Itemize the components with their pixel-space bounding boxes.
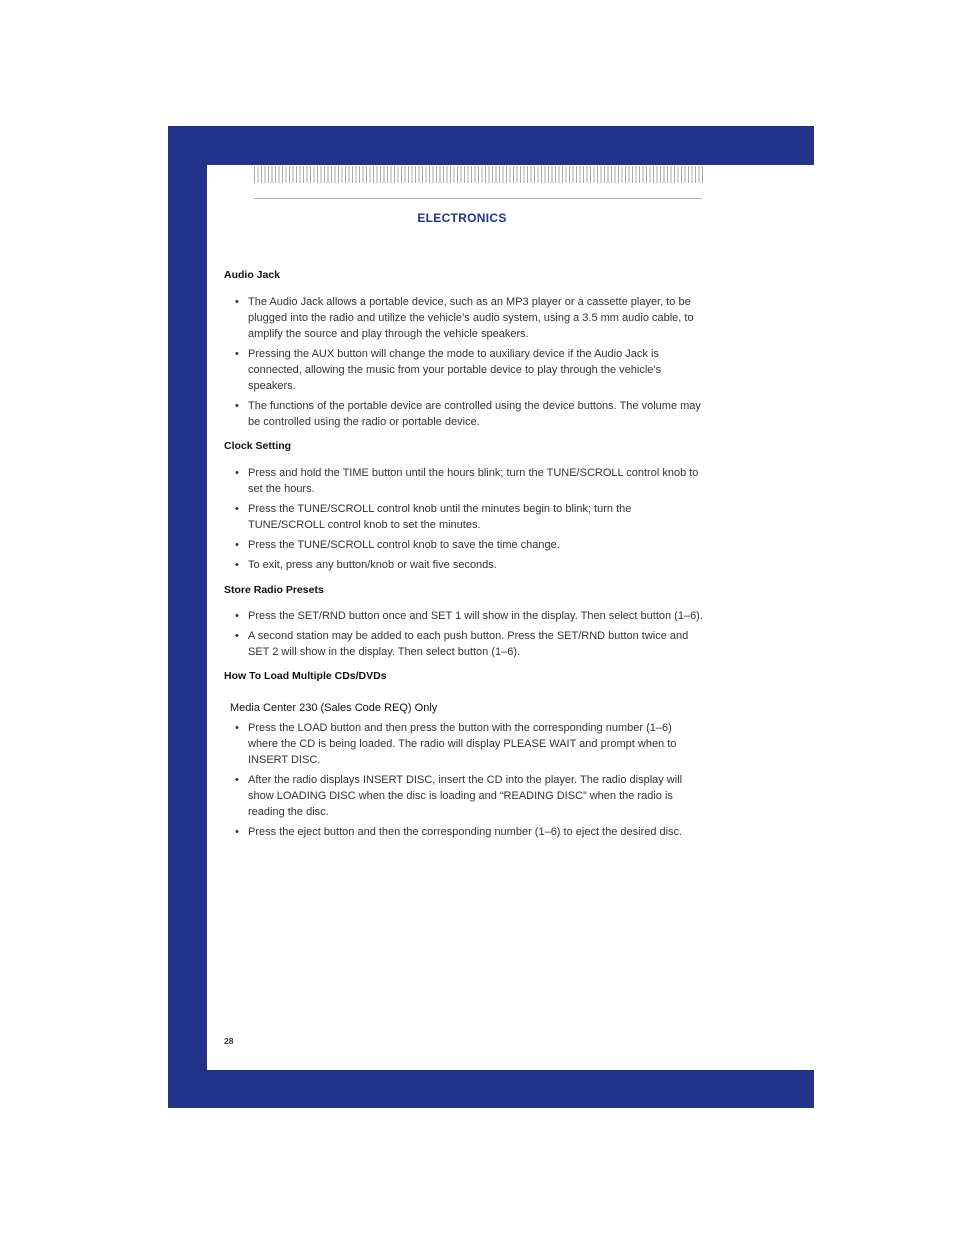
list-item: • The functions of the portable device are controlled using the device buttons. The volume may be controlled using the radio or portable device. (224, 398, 704, 430)
list-item: • The Audio Jack allows a portable device, such as an MP3 player or a cassette player, to be plugged into the radio and utilize the vehicle’s audio system, using a 3.5 mm audio cable, to amplify the source and play through the vehicle speakers. (224, 294, 704, 342)
list-item: • Press the eject button and then the corresponding number (1–6) to eject the desired disc. (224, 824, 704, 840)
load-cds-list (224, 720, 704, 840)
header-divider (254, 198, 702, 199)
list-item: • Press the LOAD button and then press the button with the corresponding number (1–6) where the CD is being loaded. The radio will display PLEASE WAIT and prompt when to INSERT DISC. (224, 720, 704, 768)
heading-load-multiple-cds: How To Load Multiple CDs/DVDs (224, 670, 387, 682)
list-item: • Pressing the AUX button will change the mode to auxiliary device if the Audio Jack is connected, allowing the music from your portable device to play through the vehicle’s speakers. (224, 346, 704, 394)
radio-presets-list (224, 608, 704, 660)
heading-clock-setting: Clock Setting (224, 440, 292, 452)
heading-store-radio-presets: Store Radio Presets (224, 584, 324, 596)
list-item: • To exit, press any button/knob or wait five seconds. (224, 557, 704, 573)
list-item: • A second station may be added to each push button. Press the SET/RND button twice and SET 2 will show in the display. Then select button (1–6). (224, 628, 704, 660)
clock-setting-list (224, 465, 704, 573)
page-number: 28 (224, 1036, 234, 1046)
list-item: • Press and hold the TIME button until the hours blink; turn the TUNE/SCROLL control knob to set the hours. (224, 465, 704, 497)
decorative-tick-bar (254, 166, 703, 183)
page-content (224, 267, 704, 840)
list-item: • Press the TUNE/SCROLL control knob to save the time change. (224, 537, 704, 553)
list-item: • Press the TUNE/SCROLL control knob until the minutes begin to blink; turn the TUNE/SCROLL control knob to set the minutes. (224, 501, 704, 533)
list-item: • After the radio displays INSERT DISC, insert the CD into the player. The radio display will show LOADING DISC when the disc is loading and “READING DISC” when the radio is reading the disc. (224, 772, 704, 820)
heading-audio-jack: Audio Jack (224, 269, 281, 281)
audio-jack-list (224, 294, 704, 430)
list-item: • Press the SET/RND button once and SET 1 will show in the display. Then select button (1–6). (224, 608, 704, 624)
subheading-media-center: Media Center 230 (Sales Code REQ) Only (230, 702, 438, 714)
section-title: ELECTRONICS (417, 211, 507, 225)
